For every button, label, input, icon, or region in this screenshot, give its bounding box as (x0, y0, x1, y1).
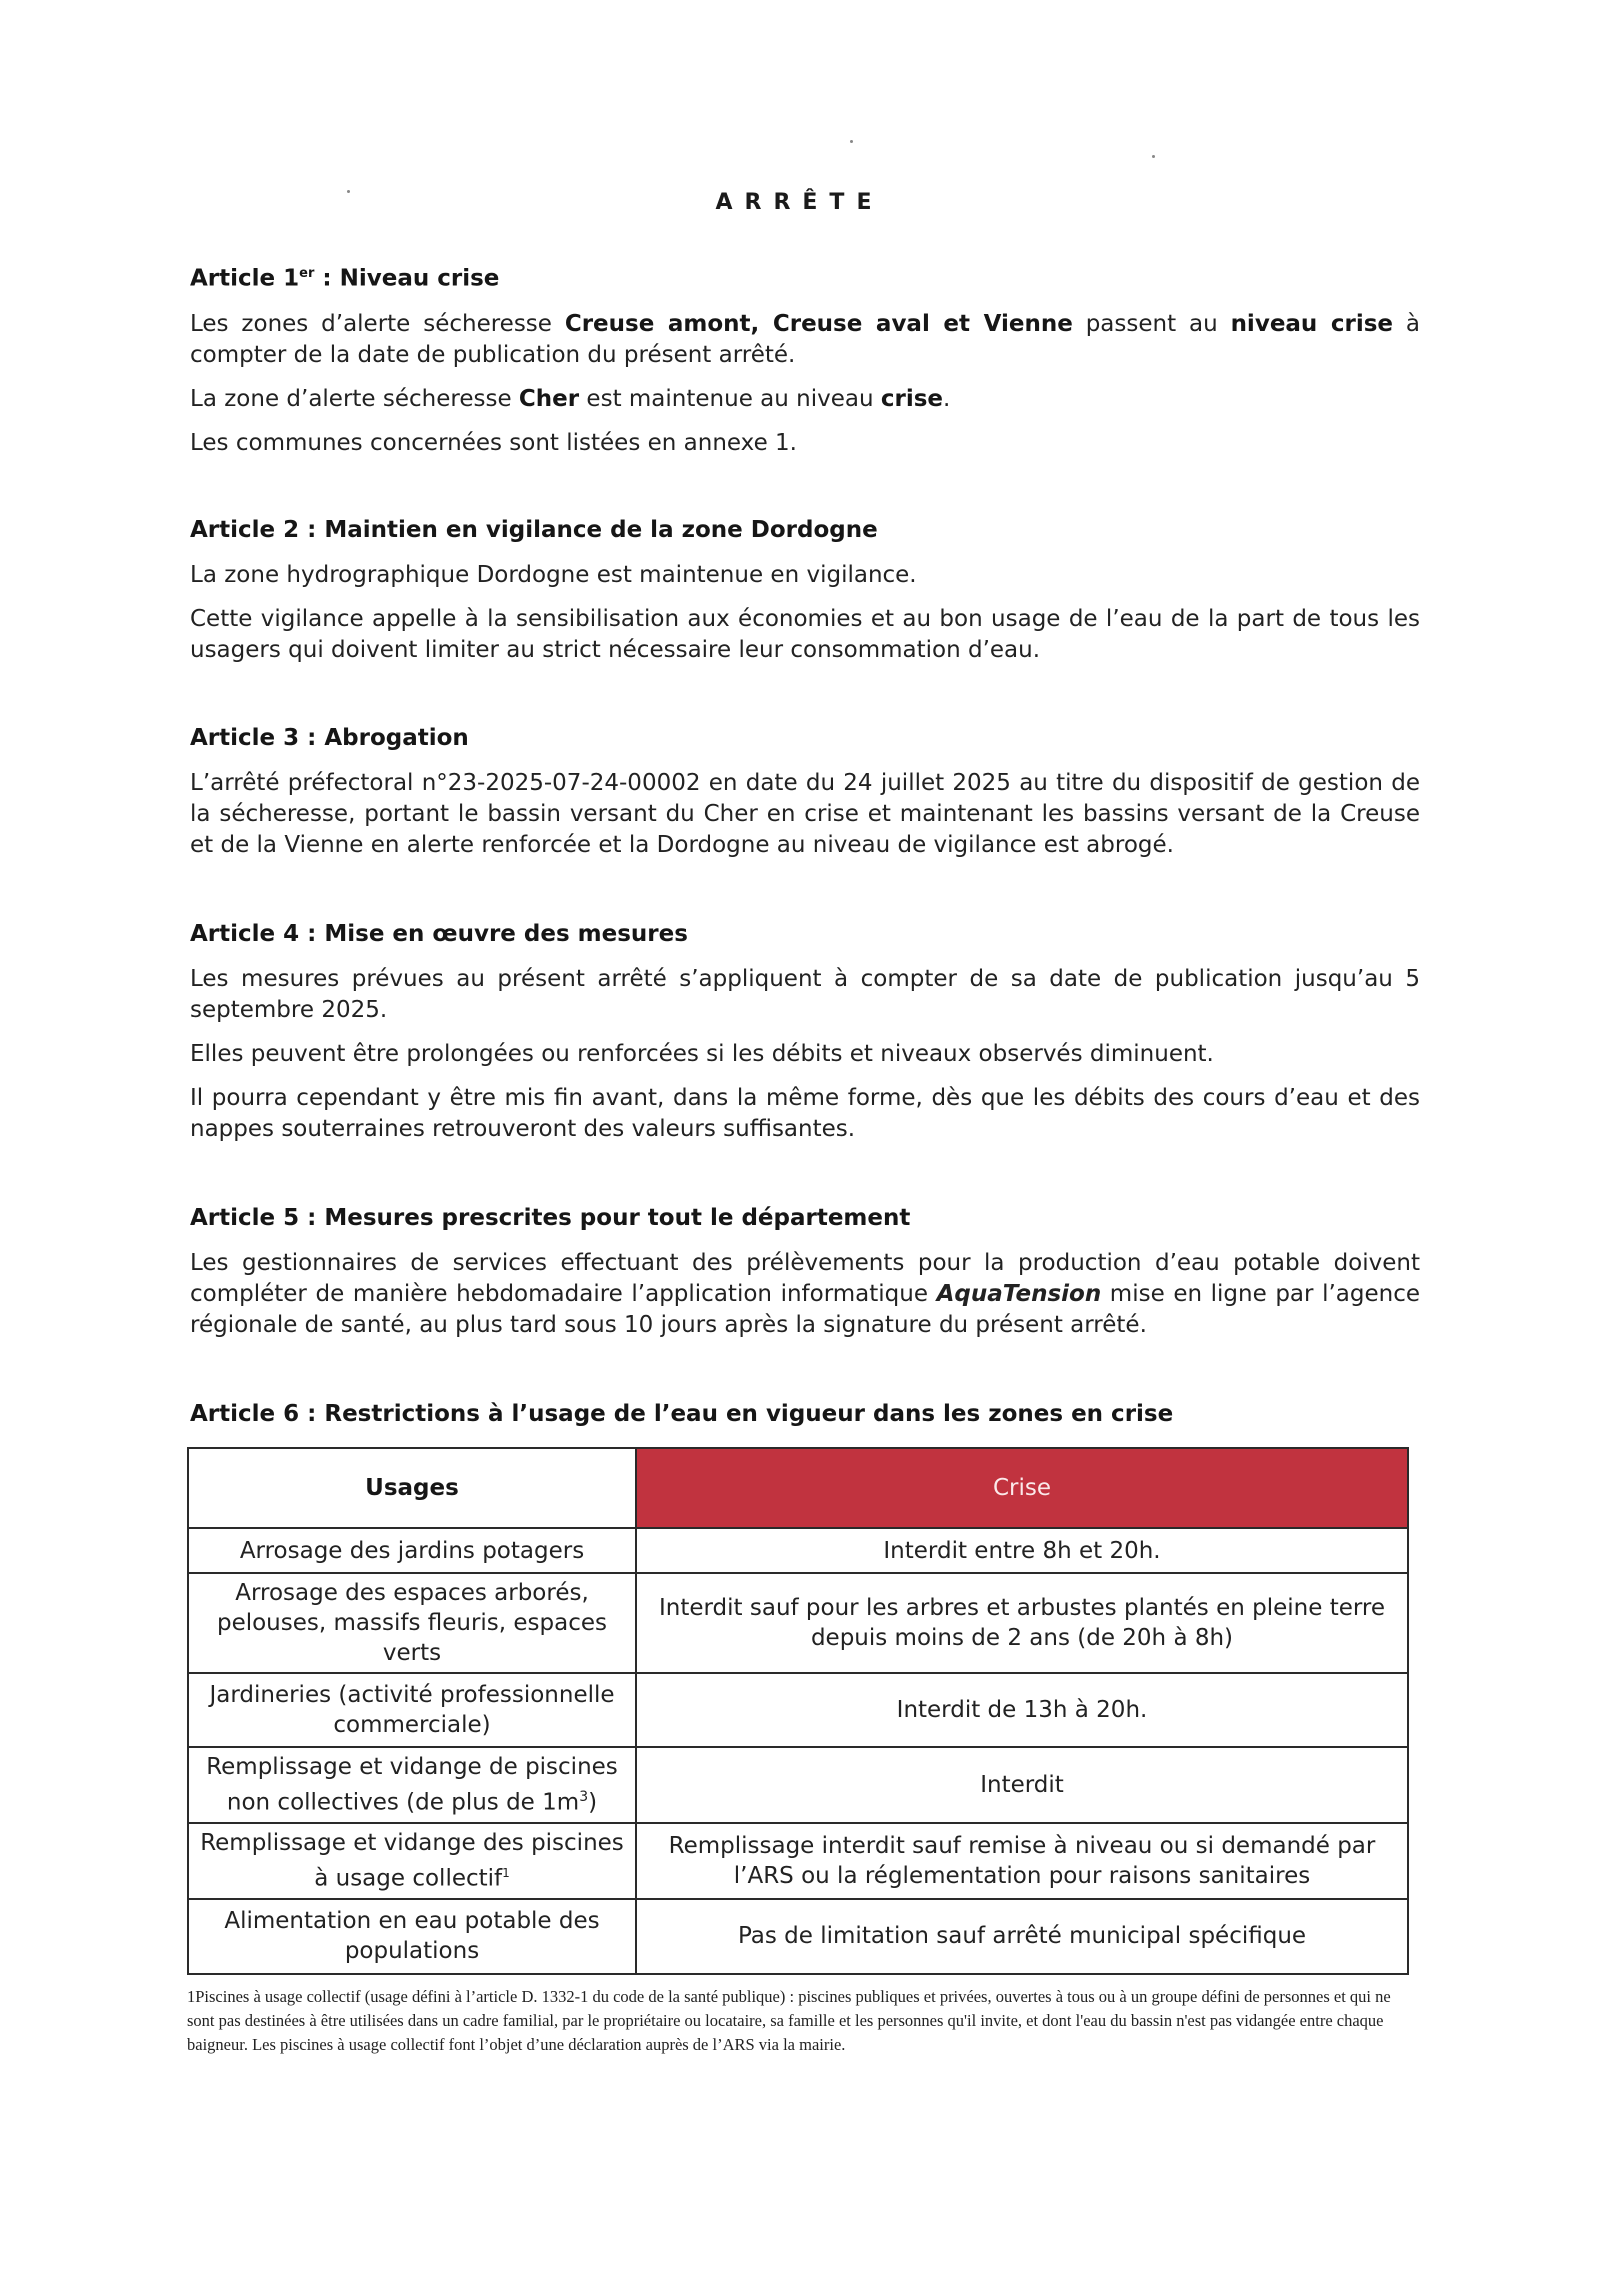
usage-cell: Alimentation en eau potable des populations (188, 1899, 636, 1974)
table-row (188, 1573, 1408, 1673)
restrictions-table (187, 1447, 1409, 1975)
table-row (188, 1899, 1408, 1974)
crise-cell: Pas de limitation sauf arrêté municipal spécifique (636, 1899, 1408, 1974)
article-4-paragraph-1: Les mesures prévues au présent arrêté s’appliquent à compter de sa date de publication jusqu’au 5 septembre 2025. (190, 966, 1420, 1023)
scan-speck (1152, 155, 1155, 158)
footnote: 1Piscines à usage collectif (usage défini à l’article D. 1332-1 du code de la santé publique) : piscines publiques et privées, ouvertes à tous ou à un groupe défini de personnes et qui ne sont pas destinées à être utilisées dans un cadre familial, par le propriétaire ou locataire, sa famille et les personnes qu'il invite, et dont l'eau du bassin n'est pas vidangée entre chaque baigneur. Les piscines à usage collectif font l’objet d’une déclaration auprès de l’ARS via la mairie. (187, 1987, 1391, 2054)
article-2-heading: Article 2 : Maintien en vigilance de la zone Dordogne (190, 517, 878, 543)
crise-cell: Remplissage interdit sauf remise à niveau ou si demandé par l’ARS ou la réglementation pour raisons sanitaires (636, 1823, 1408, 1899)
crise-cell: Interdit (636, 1747, 1408, 1823)
table-header-row (188, 1448, 1408, 1528)
article-4 (190, 918, 1420, 1158)
article-2 (190, 514, 1420, 679)
usage-cell: Remplissage et vidange des piscines à usage collectif$^1$ (188, 1823, 636, 1899)
article-4-paragraph-3: Il pourra cependant y être mis fin avant, dans la même forme, dès que les débits des cours d’eau et des nappes souterraines retrouveront des valeurs suffisantes. (190, 1085, 1420, 1142)
table-row (188, 1528, 1408, 1573)
article-1-paragraph-1: Les zones d’alerte sécheresse Creuse amont, Creuse aval et Vienne passent au niveau crise à compter de la date de publication du présent arrêté. (190, 310, 1421, 368)
header-usages: Usages (188, 1448, 636, 1528)
article-1-paragraph-3: Les communes concernées sont listées en annexe 1. (190, 429, 797, 456)
article-2-paragraph-2: Cette vigilance appelle à la sensibilisation aux économies et au bon usage de l’eau de la part de tous les usagers qui doivent limiter au strict nécessaire leur consommation d’eau. (190, 606, 1420, 663)
usage-cell: Jardineries (activité professionnelle commerciale) (188, 1673, 636, 1747)
crise-cell: Interdit de 13h à 20h. (636, 1673, 1408, 1747)
article-5 (190, 1202, 1420, 1354)
article-1-paragraph-2: La zone d’alerte sécheresse Cher est maintenue au niveau crise. (190, 385, 951, 412)
table-row (188, 1747, 1408, 1823)
article-5-heading: Article 5 : Mesures prescrites pour tout le département (190, 1205, 911, 1231)
article-4-paragraph-2: Elles peuvent être prolongées ou renforcées si les débits et niveaux observés diminuent. (190, 1041, 1214, 1067)
article-6-heading: Article 6 : Restrictions à l’usage de l’eau en vigueur dans les zones en crise (190, 1401, 1174, 1427)
article-3 (190, 722, 1420, 874)
article-2-paragraph-1: La zone hydrographique Dordogne est maintenue en vigilance. (190, 562, 917, 588)
crise-cell: Interdit sauf pour les arbres et arbustes plantés en pleine terre depuis moins de 2 ans (de 20h à 8h) (636, 1573, 1408, 1673)
usage-cell: Arrosage des jardins potagers (188, 1528, 636, 1573)
article-4-heading: Article 4 : Mise en œuvre des mesures (190, 921, 688, 947)
article-3-paragraph-1: L’arrêté préfectoral n°23-2025-07-24-00002 en date du 24 juillet 2025 au titre du dispositif de gestion de la sécheresse, portant le bassin versant du Cher en crise et maintenant les bassins versant de la Creuse et de la Vienne en alerte renforcée et la Dordogne au niveau de vigilance est abrogé. (190, 770, 1420, 858)
article-5-paragraph-1: Les gestionnaires de services effectuant des prélèvements pour la production d’eau potable doivent compléter de manière hebdomadaire l’application informatique AquaTension mise en ligne par l’agence régionale de santé, au plus tard sous 10 jours après la signature du présent arrêté. (190, 1250, 1420, 1338)
article-1-heading: Article 1er : Niveau crise (190, 265, 500, 292)
header-crise: Crise (636, 1448, 1408, 1528)
scan-speck (850, 140, 853, 143)
document-title: ARRÊTE (715, 190, 884, 215)
usage-cell: Arrosage des espaces arborés, pelouses, massifs fleuris, espaces verts (188, 1573, 636, 1673)
table-row (188, 1823, 1408, 1899)
article-6 (190, 1398, 1420, 1444)
article-1 (190, 258, 1420, 472)
crise-cell: Interdit entre 8h et 20h. (636, 1528, 1408, 1573)
article-3-heading: Article 3 : Abrogation (190, 725, 469, 751)
usage-cell: Remplissage et vidange de piscines non collectives (de plus de $1m^3$) (188, 1747, 636, 1823)
table-row (188, 1673, 1408, 1747)
